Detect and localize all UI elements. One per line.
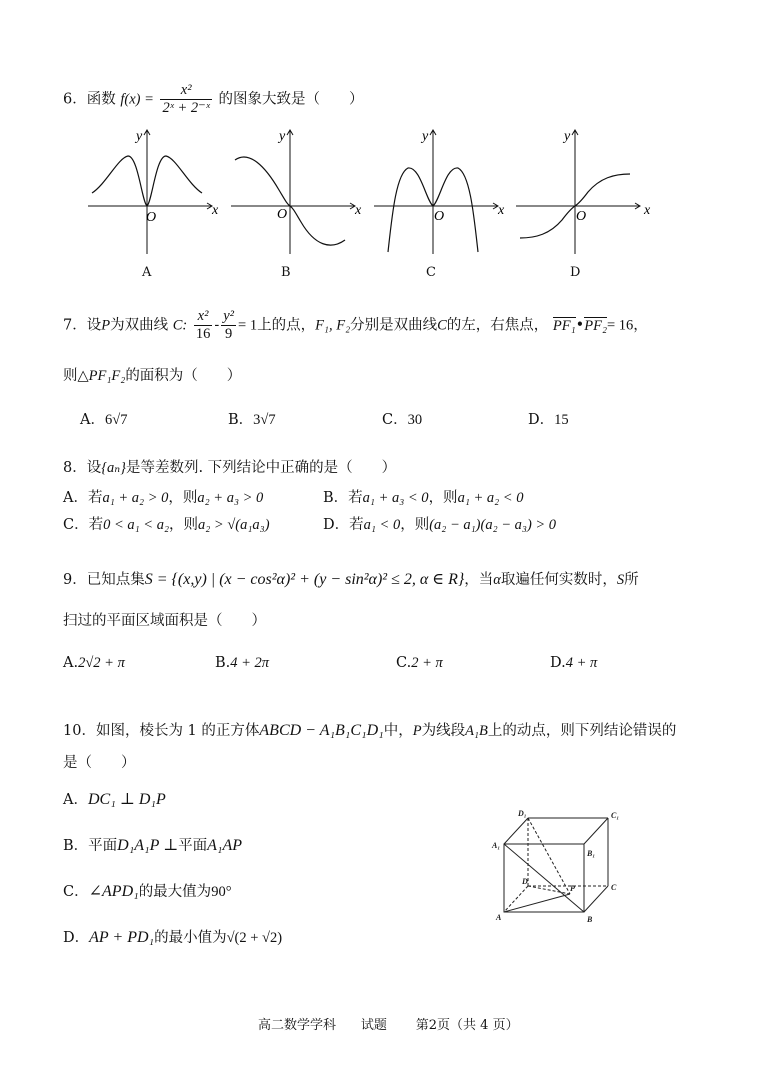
cube-label-b: B — [587, 915, 593, 924]
q6-graph-a — [86, 126, 226, 256]
q8-option-b: B．若a₁ + a₃ < 0，则a₁ + a₂ < 0 — [323, 490, 524, 506]
q6-graph-c — [372, 126, 512, 256]
q6-graph-b-label: B — [281, 265, 291, 280]
cube-label-c: C — [611, 883, 617, 892]
q10-cube-figure — [490, 806, 640, 926]
axis-y-label: y — [564, 129, 571, 144]
q7-option-d: D．15 — [528, 412, 569, 428]
q10-option-b: B．平面D₁A₁P ⊥平面A₁AP — [63, 837, 243, 854]
axis-x-label: x — [644, 203, 651, 218]
page-footer: 高二数学学科 试题 第2页（共 4 页） — [258, 1018, 519, 1033]
q10-option-d: D．AP + PD₁的最小值为√(2 + √2) — [63, 929, 283, 946]
q8-option-d: D．若a₁ < 0，则(a₂ − a₁)(a₂ − a₃) > 0 — [323, 517, 557, 533]
cube-label-a: A — [496, 913, 502, 922]
q6-graph-a-label: A — [142, 265, 152, 280]
q7-option-a: A．6√7 — [80, 412, 128, 428]
axis-y-label: y — [136, 129, 143, 144]
q7-line2: 则△PF₁F₂的面积为（ ） — [63, 368, 242, 384]
q9-line2: 扫过的平面区域面积是（ ） — [63, 613, 266, 629]
cube-label-c1: C₁ — [611, 811, 620, 820]
q8-stem: 8．设{aₙ}是等差数列. 下列结论中正确的是（ ） — [63, 460, 397, 476]
q6-graph-b — [229, 126, 369, 256]
axis-x-label: x — [212, 203, 219, 218]
q9-option-c: C.2 + π — [396, 655, 443, 671]
q10-option-a: A．DC₁ ⊥ D₁P — [63, 791, 166, 808]
cube-label-a1: A₁ — [492, 841, 501, 850]
origin-label: O — [576, 209, 587, 224]
axis-y-label: y — [279, 129, 286, 144]
origin-label: O — [434, 209, 445, 224]
q10-line2: 是（ ） — [63, 755, 136, 771]
q7-option-b: B．3√7 — [228, 412, 276, 428]
origin-label: O — [146, 210, 157, 225]
q9-option-a: A.2√2 + π — [63, 655, 125, 671]
q6-graph-d — [514, 126, 659, 256]
q9-option-b: B.4 + 2π — [215, 655, 270, 671]
q6-fraction: $\frac{\text{x²}}{\text{2ˣ + 2⁻ˣ}}$ — [162, 82, 210, 116]
q10-option-c: C．∠APD₁的最大值为90° — [63, 883, 232, 900]
q7-stem: 7．设P为双曲线 C: $\frac{\text{x²}}{16}$ - $\frac{\text{y²}}{9}$ = 1上的点，F₁, F₂分别是双曲线C的左，右焦点， PF₁•PF₂= 16， — [63, 308, 648, 342]
q6-graph-c-label: C — [426, 265, 436, 280]
q6-stem: 6．函数 f(x) = $\frac{\text{x²}}{\text{2ˣ + 2⁻ˣ}}$ 的图象大致是（ ） — [63, 82, 364, 116]
q8-option-c: C．若0 < a₁ < a₂，则a₂ > √(a₁a₃) — [63, 517, 270, 533]
q9-stem: 9．已知点集S = {(x,y) | (x − cos²α)² + (y − sin²α)² ≤ 2, α ∈ R}，当α取遍任何实数时，S所 — [63, 571, 639, 588]
q10-stem: 10．如图，棱长为 1 的正方体ABCD − A₁B₁C₁D₁中，P为线段A₁B上的动点，则下列结论错误的 — [63, 722, 677, 739]
q6-graph-d-label: D — [570, 265, 581, 280]
cube-label-d1: D₁ — [518, 809, 527, 818]
cube-label-d: D — [522, 877, 528, 886]
axis-x-label: x — [498, 203, 505, 218]
axis-x-label: x — [355, 203, 362, 218]
q8-option-a: A．若a₁ + a₂ > 0，则a₂ + a₃ > 0 — [63, 490, 264, 506]
axis-y-label: y — [422, 129, 429, 144]
origin-label: O — [277, 207, 288, 222]
q9-option-d: D.4 + π — [550, 655, 598, 671]
q7-option-c: C．30 — [382, 412, 423, 428]
cube-label-p: P — [570, 884, 575, 893]
cube-label-b1: B₁ — [587, 849, 596, 858]
